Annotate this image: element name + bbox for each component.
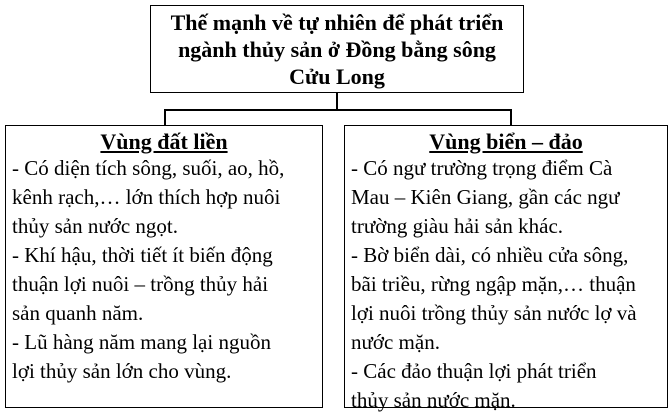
connector-vertical-stem — [336, 93, 338, 110]
land-bullet-1-line-1: - Có diện tích sông, suối, ao, hồ, — [12, 156, 285, 180]
land-bullet-3-line-2: lợi thủy sản lớn cho vùng. — [12, 359, 232, 383]
sea-bullet-1-line-3: trường giàu hải sản khác. — [351, 214, 564, 238]
land-region-node — [5, 125, 323, 408]
land-bullet-2-line-3: sản quanh năm. — [12, 301, 144, 325]
root-title-line-1: Thế mạnh về tự nhiên để phát triển — [170, 10, 504, 35]
root-title-line-3: Cửu Long — [289, 64, 385, 89]
sea-bullet-3-line-1: - Các đảo thuận lợi phát triển — [351, 359, 597, 383]
sea-bullet-3-line-2: thủy sản nước mặn. — [351, 388, 516, 412]
sea-island-region-title: Vùng biển – đảo — [429, 129, 583, 154]
sea-bullet-2-line-3: lợi nuôi trồng thủy sản nước lợ và — [351, 301, 637, 325]
sea-bullet-3 — [345, 357, 667, 415]
land-bullet-1-line-3: thủy sản nước ngọt. — [12, 214, 178, 238]
root-node — [150, 5, 524, 93]
sea-bullet-2-line-1: - Bờ biển dài, có nhiều cửa sông, — [351, 243, 629, 267]
land-bullet-1-line-2: kênh rạch,… lớn thích hợp nuôi — [12, 185, 281, 209]
connector-left-drop — [164, 109, 166, 125]
connector-horizontal-bar — [164, 109, 511, 111]
sea-bullet-2-line-4: nước mặn. — [351, 330, 440, 354]
connector-right-drop — [510, 109, 512, 125]
sea-bullet-1-line-1: - Có ngư trường trọng điểm Cà — [351, 156, 613, 180]
land-bullet-2-line-2: thuận lợi nuôi – trồng thủy hải — [12, 272, 269, 296]
land-bullet-1 — [6, 154, 322, 241]
sea-bullet-1 — [345, 154, 667, 241]
sea-bullet-2 — [345, 241, 667, 357]
sea-island-region-node — [344, 125, 668, 412]
land-bullet-2-line-1: - Khí hậu, thời tiết ít biến động — [12, 243, 273, 267]
land-region-title: Vùng đất liền — [100, 129, 228, 154]
root-title-line-2: ngành thủy sản ở Đồng bằng sông — [178, 37, 496, 62]
sea-bullet-2-line-2: bãi triều, rừng ngập mặn,… thuận — [351, 272, 636, 296]
land-bullet-3 — [6, 328, 322, 386]
land-bullet-2 — [6, 241, 322, 328]
sea-bullet-1-line-2: Mau – Kiên Giang, gần các ngư — [351, 185, 620, 209]
land-bullet-3-line-1: - Lũ hàng năm mang lại nguồn — [12, 330, 271, 354]
